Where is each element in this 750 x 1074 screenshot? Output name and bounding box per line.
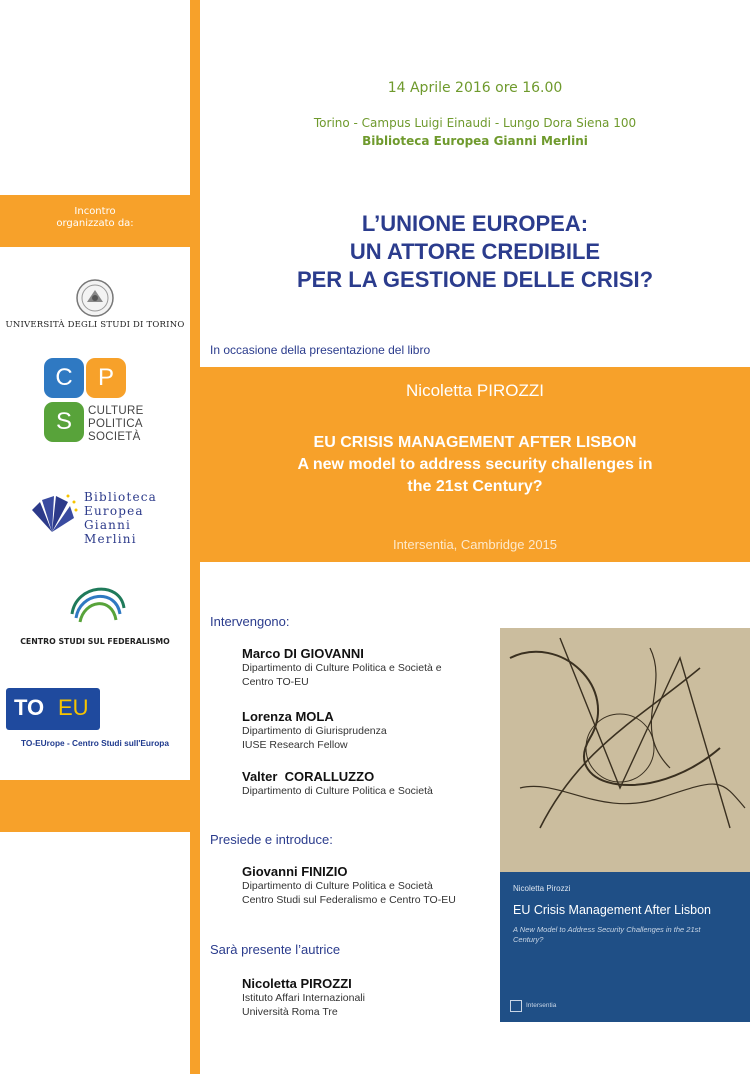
book-cover-art-icon	[500, 628, 750, 872]
publisher-logo-icon	[510, 1000, 522, 1012]
unito-logo-text: UNIVERSITÀ DEGLI STUDI DI TORINO	[5, 320, 185, 330]
speaker-item: Valter CORALLUZZO Dipartimento di Culture Politica e Società	[242, 769, 433, 797]
unito-seal-icon	[73, 278, 117, 318]
cps-p-tile: P	[86, 358, 126, 398]
event-title: L’UNIONE EUROPEA: UN ATTORE CREDIBILE PER LA GESTIONE DELLE CRISI?	[296, 211, 654, 292]
cps-logo-text: CULTURE POLITICA SOCIETÀ	[88, 405, 144, 443]
biblioteca-logo-text: Biblioteca Europea Gianni Merlini	[84, 490, 158, 546]
book-title: EU CRISIS MANAGEMENT AFTER LISBON A new model to address security challenges in the 21st Century?	[297, 434, 653, 495]
toeu-logo-caption: TO-EUrope - Centro Studi sull'Europa	[21, 738, 169, 748]
author-item: Nicoletta PIROZZI Istituto Affari Internazionali Università Roma Tre	[242, 976, 365, 1018]
event-venue-name: Biblioteca Europea Gianni Merlini	[362, 134, 588, 148]
book-cover-band	[500, 872, 750, 1022]
cps-c-tile: C	[44, 358, 84, 398]
csf-arcs-icon	[66, 574, 130, 632]
speaker-item: Lorenza MOLA Dipartimento di Giurisprudenza IUSE Research Fellow	[242, 709, 387, 751]
toeu-logo-to: TO	[14, 695, 45, 720]
biblioteca-fan-icon	[24, 488, 80, 544]
book-cover-publisher: Intersentia	[526, 1002, 557, 1009]
book-publisher: Intersentia, Cambridge 2015	[392, 537, 558, 552]
event-date: 14 Aprile 2016 ore 16.00	[387, 80, 563, 96]
chair-item: Giovanni FINIZIO Dipartimento di Culture Politica e Società Centro Studi sul Federalismo e Centro TO-EU	[242, 864, 456, 906]
book-cover-author: Nicoletta Pirozzi	[513, 884, 571, 893]
organized-by-label: Incontro organizzato da:	[56, 206, 134, 229]
organizer-footer-band	[0, 780, 200, 832]
speaker-item: Marco DI GIOVANNI Dipartimento di Culture Politica e Società e Centro TO-EU	[242, 646, 442, 688]
toeu-logo-eu: EU	[58, 695, 89, 720]
event-venue: Torino - Campus Luigi Einaudi - Lungo Dora Siena 100	[313, 116, 637, 130]
book-author: Nicoletta PIROZZI	[406, 381, 544, 400]
occasion-text: In occasione della presentazione del libro	[210, 343, 431, 357]
orange-rule-vertical	[190, 247, 200, 1074]
csf-logo-text: CENTRO STUDI SUL FEDERALISMO	[20, 637, 170, 646]
chair-label: Presiede e introduce:	[210, 832, 333, 847]
cps-s-tile: S	[44, 402, 84, 442]
book-cover-subtitle: A New Model to Address Security Challenges in the 21st Century?	[513, 925, 701, 944]
author-label: Sarà presente l’autrice	[210, 942, 341, 957]
orange-rule-top	[190, 0, 200, 195]
book-cover-title: EU Crisis Management After Lisbon	[513, 903, 712, 917]
speakers-label: Intervengono:	[210, 614, 290, 629]
